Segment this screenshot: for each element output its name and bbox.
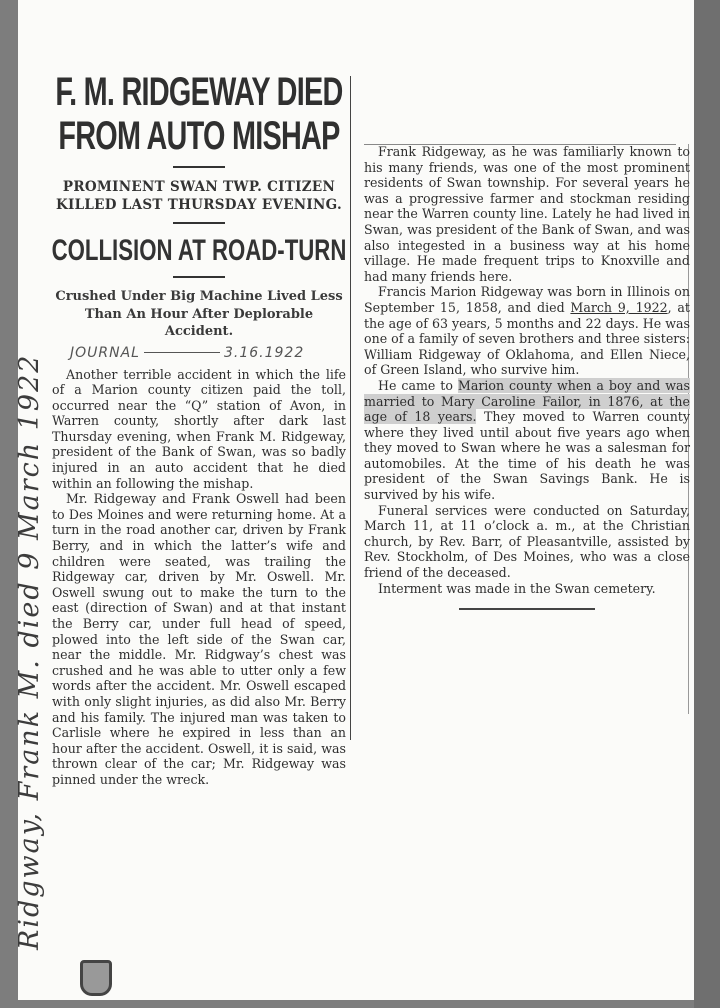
deck: Crushed Under Big Machine Lived Less Than An Hour After Deplorable Accident.	[55, 289, 343, 339]
paragraph-text: Francis Marion Ridgeway was born in Illinois on September 15, 1858, and died	[364, 284, 690, 315]
handwritten-source-annotation	[70, 345, 346, 361]
paragraph-text: , at the age of 63 years, 5 months and 22 days. He was one of a family of seven brothers and three sisters: William Ridgeway of Oklahoma, and Ellen Niece, of Green Island, who survive him.	[364, 299, 690, 378]
annotation-date: 3.16.1922	[223, 344, 305, 361]
subheadline: PROMINENT SWAN TWP. CITIZEN KILLED LAST THURSDAY EVENING.	[55, 179, 343, 213]
column-rule	[350, 76, 351, 740]
paragraph-text: They moved to Warren county where they lived until about five years ago when they moved to Swan where he was a salesman for automobiles. At the time of his death he was president of the Swan Savings Bank. He is survived by his wife.	[364, 409, 690, 503]
paragraph	[364, 378, 690, 503]
right-column	[364, 144, 690, 610]
divider	[173, 222, 225, 224]
underlined-death-date: March 9, 1922	[570, 299, 668, 315]
scanner-border	[694, 0, 720, 1008]
paper-clip-icon	[80, 960, 112, 996]
paragraph: Funeral services were conducted on Saturday, March 11, at 11 o’clock a. m., at the Christian church, by Rev. Barr, of Pleasantville, assisted by Rev. Stockholm, of Des Moines, who was a close friend of the deceased.	[364, 502, 690, 581]
paragraph: Interment was made in the Swan cemetery.	[378, 580, 656, 596]
handwritten-margin-note: Ridgway, Frank M. died 9 March 1922	[14, 353, 45, 950]
paragraph	[364, 284, 690, 378]
highlighted-marriage-text: Marion county when a boy and was married to Mary Caroline Failor, in 1876, at the age of 18 years.	[364, 377, 691, 425]
annotation-dash	[144, 352, 220, 353]
end-divider	[459, 608, 595, 610]
divider	[173, 276, 225, 278]
paragraph: Another terrible accident in which the life of a Marion county citizen paid the toll, occurred near the “Q” station of Avon, in Warren county, shortly after dark last Thursday evening, when Frank M. Ridgeway, president of the Bank of Swan, was so badly injured in an auto accident that he died within an following the mishap.	[52, 366, 346, 491]
paragraph-text: He came to	[378, 377, 458, 393]
paragraph: Mr. Ridgeway and Frank Oswell had been to Des Moines and were returning home. At a turn in the road another car, driven by Frank Berry, and in which the latter’s wife and children were seated, was trailing the Ridgeway car, driven by Mr. Oswell. Mr. Oswell swung out to make the turn to the east (direction of Swan) and at that instant the Berry car, under full head of speed, plowed into the left side of the Swan car, near the middle. Mr. Ridgway’s chest was crushed and he was able to utter only a few words after the accident. Mr. Oswell escaped with only slight injuries, as did also Mr. Berry and his family. The injured man was taken to Carlisle where he expired in less than an hour after the accident. Oswell, it is said, was thrown clear of the car; Mr. Ridgeway was pinned under the wreck.	[52, 491, 346, 787]
divider	[173, 166, 225, 168]
secondary-headline: COLLISION AT ROAD-TURN	[51, 234, 347, 267]
annotation-source: JOURNAL	[70, 344, 140, 361]
paragraph: Frank Ridgeway, as he was familiarly known to his many friends, was one of the most prominent residents of Swan township. For several years he was a progressive farmer and stockman residing near the Warren county line. Lately he had lived in Swan, was president of the Bank of Swan, and was also integested in a business way at his home village. He made frequent trips to Knoxville and had many friends here.	[364, 144, 690, 284]
headline: F. M. RIDGEWAY DIED FROM AUTO MISHAP	[55, 70, 343, 158]
left-column	[52, 70, 346, 788]
